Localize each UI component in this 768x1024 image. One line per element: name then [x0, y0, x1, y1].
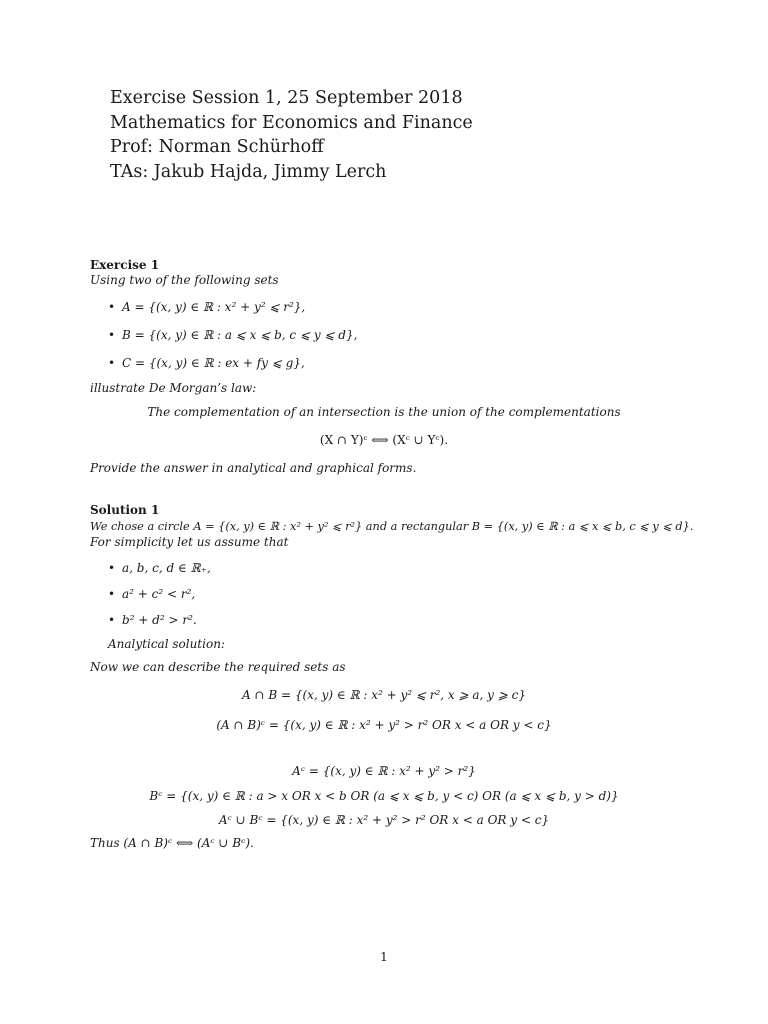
equation-a-complement: Aᶜ = {(x, y) ∈ ℝ : x² + y² > r²} [292, 764, 476, 778]
header-session: Exercise Session 1, 25 September 2018 [110, 88, 463, 108]
provide-text: Provide the answer in analytical and graphical forms. [90, 461, 417, 475]
page-number: 1 [380, 950, 388, 964]
law-statement: The complementation of an intersection is the union of the complementations [147, 405, 621, 419]
header-professor: Prof: Norman Schürhoff [110, 137, 324, 157]
illustrate-text: illustrate De Morgan’s law: [90, 381, 257, 395]
conclusion-text: Thus (A ∩ B)ᶜ ⟺ (Aᶜ ∪ Bᶜ). [90, 836, 254, 850]
document-header [110, 86, 473, 184]
analytical-heading: Analytical solution: [108, 637, 225, 651]
describe-text: Now we can describe the required sets as [90, 660, 346, 674]
law-formula: (X ∩ Y)ᶜ ⟺ (Xᶜ ∪ Yᶜ). [319, 433, 449, 447]
assumption-2: a² + c² < r², [122, 587, 196, 601]
list-item: • B = {(x, y) ∈ ℝ : a ⩽ x ⩽ b, c ⩽ y ⩽ d}, [108, 328, 358, 342]
assumption-3: b² + d² > r². [122, 613, 197, 627]
list-item: • C = {(x, y) ∈ ℝ : ex + fy ⩽ g}, [108, 356, 305, 370]
exercise-intro: Using two of the following sets [90, 273, 279, 287]
solution-line2: For simplicity let us assume that [90, 535, 289, 549]
set-c: C = {(x, y) ∈ ℝ : ex + fy ⩽ g}, [122, 356, 305, 370]
equation-union: Aᶜ ∪ Bᶜ = {(x, y) ∈ ℝ : x² + y² > r² OR x < a OR y < c} [218, 813, 550, 827]
set-a: A = {(x, y) ∈ ℝ : x² + y² ⩽ r²}, [122, 300, 306, 314]
assumption-1: a, b, c, d ∈ ℝ₊, [122, 561, 211, 575]
equation-intersection: A ∩ B = {(x, y) ∈ ℝ : x² + y² ⩽ r², x ⩾ a, y ⩾ c} [242, 688, 526, 702]
equation-b-complement: Bᶜ = {(x, y) ∈ ℝ : a > x OR x < b OR (a ⩽ x ⩽ b, y < c) OR (a ⩽ x ⩽ b, y > d)} [149, 789, 619, 803]
solution-title: Solution 1 [90, 503, 160, 517]
equation-intersection-complement: (A ∩ B)ᶜ = {(x, y) ∈ ℝ : x² + y² > r² OR x < a OR y < c} [216, 718, 552, 732]
list-item: • A = {(x, y) ∈ ℝ : x² + y² ⩽ r²}, [108, 300, 306, 314]
header-course: Mathematics for Economics and Finance [110, 112, 473, 133]
list-item: • b² + d² > r². [108, 613, 197, 627]
list-item: • a² + c² < r², [108, 587, 196, 601]
solution-line1: We chose a circle A = {(x, y) ∈ ℝ : x² + y² ⩽ r²} and a rectangular B = {(x, y) ∈ ℝ : a ⩽ x ⩽ b, c ⩽ y ⩽ d}. [90, 520, 694, 533]
exercise-title: Exercise 1 [90, 258, 160, 272]
set-b: B = {(x, y) ∈ ℝ : a ⩽ x ⩽ b, c ⩽ y ⩽ d}, [122, 328, 358, 342]
header-tas: TAs: Jakub Hajda, Jimmy Lerch [110, 161, 387, 182]
list-item: • a, b, c, d ∈ ℝ₊, [108, 561, 211, 575]
